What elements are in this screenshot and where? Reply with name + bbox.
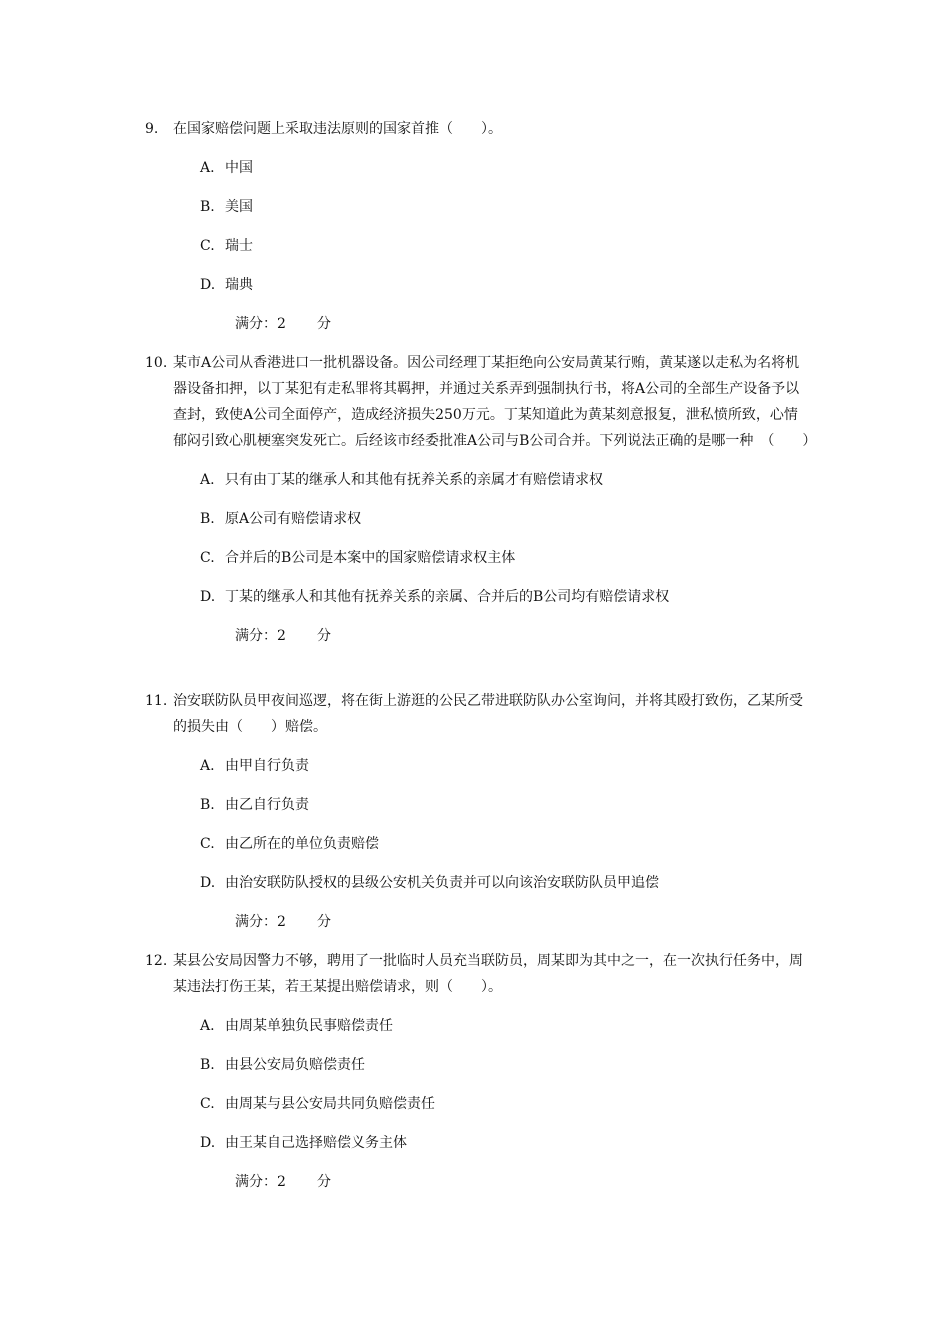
option-text: 原A公司有赔偿请求权 <box>225 511 362 527</box>
score-label: 满分： <box>235 628 277 644</box>
option-letter: D. <box>200 875 216 891</box>
question-text: 某市A公司从香港进口一批机器设备。因公司经理丁某拒绝向公安局黄某行贿，黄某遂以走私为名将机器设备扣押，以丁某犯有走私罪将其羁押，并通过关系弄到强制执行书，将A公司的全部生产设备予以查封，致使A公司全面停产，造成经济损失250万元。丁某知道此为黄某刻意报复，泄私愤所致，心情郁闷引致心肌梗塞突发死亡。后经该市经委批准A公司与B公司合并。下列说法正确的是哪一种 （ ） <box>173 355 817 449</box>
options-list <box>145 155 810 311</box>
question-stem <box>145 116 810 142</box>
score-value: 2 <box>277 1174 286 1190</box>
score-line <box>235 1169 810 1195</box>
option-letter: A. <box>200 1018 215 1034</box>
option-b[interactable] <box>200 506 810 545</box>
option-letter: C. <box>200 1096 215 1112</box>
score-unit: 分 <box>317 1174 331 1190</box>
question-stem <box>145 350 817 454</box>
option-text: 由周某单独负民事赔偿责任 <box>225 1018 393 1034</box>
option-text: 由甲自行负责 <box>225 758 309 774</box>
option-text: 由乙自行负责 <box>225 797 309 813</box>
option-c[interactable] <box>200 831 810 870</box>
option-text: 只有由丁某的继承人和其他有抚养关系的亲属才有赔偿请求权 <box>225 472 603 488</box>
option-d[interactable] <box>200 1130 810 1169</box>
question-number: 10. <box>145 355 168 371</box>
score-value: 2 <box>277 914 286 930</box>
option-d[interactable] <box>200 584 810 623</box>
option-b[interactable] <box>200 1052 810 1091</box>
option-letter: B. <box>200 199 215 215</box>
score-line <box>235 311 810 337</box>
option-letter: D. <box>200 589 216 605</box>
option-d[interactable] <box>200 870 810 909</box>
option-text: 瑞士 <box>225 238 253 254</box>
option-a[interactable] <box>200 753 810 792</box>
question-9 <box>145 116 810 337</box>
option-letter: B. <box>200 1057 215 1073</box>
option-a[interactable] <box>200 155 810 194</box>
options-list <box>145 753 810 909</box>
question-stem <box>145 948 810 1000</box>
question-text: 某县公安局因警力不够，聘用了一批临时人员充当联防员，周某即为其中之一，在一次执行任务中，周某违法打伤王某，若王某提出赔偿请求，则（ ）。 <box>173 953 803 995</box>
option-b[interactable] <box>200 792 810 831</box>
option-text: 美国 <box>225 199 253 215</box>
option-text: 由周某与县公安局共同负赔偿责任 <box>225 1096 435 1112</box>
option-text: 丁某的继承人和其他有抚养关系的亲属、合并后的B公司均有赔偿请求权 <box>225 589 670 605</box>
score-unit: 分 <box>317 316 331 332</box>
option-letter: C. <box>200 238 215 254</box>
score-label: 满分： <box>235 914 277 930</box>
score-unit: 分 <box>317 914 331 930</box>
option-letter: C. <box>200 836 215 852</box>
score-label: 满分： <box>235 1174 277 1190</box>
score-line <box>235 909 810 935</box>
option-letter: D. <box>200 1135 216 1151</box>
option-text: 由乙所在的单位负责赔偿 <box>225 836 379 852</box>
option-c[interactable] <box>200 545 810 584</box>
option-b[interactable] <box>200 194 810 233</box>
option-text: 中国 <box>225 160 253 176</box>
option-letter: A. <box>200 472 215 488</box>
question-11 <box>145 688 810 935</box>
score-line <box>235 623 810 649</box>
option-c[interactable] <box>200 233 810 272</box>
question-text: 在国家赔偿问题上采取违法原则的国家首推（ ）。 <box>173 121 502 137</box>
option-text: 瑞典 <box>225 277 253 293</box>
options-list <box>145 467 810 623</box>
option-text: 由县公安局负赔偿责任 <box>225 1057 365 1073</box>
option-c[interactable] <box>200 1091 810 1130</box>
question-stem <box>145 688 810 740</box>
question-number: 12. <box>145 953 168 969</box>
option-text: 由王某自己选择赔偿义务主体 <box>225 1135 407 1151</box>
score-value: 2 <box>277 316 286 332</box>
score-unit: 分 <box>317 628 331 644</box>
option-letter: B. <box>200 511 215 527</box>
option-letter: D. <box>200 277 216 293</box>
options-list <box>145 1013 810 1169</box>
score-label: 满分： <box>235 316 277 332</box>
option-letter: C. <box>200 550 215 566</box>
option-d[interactable] <box>200 272 810 311</box>
option-text: 合并后的B公司是本案中的国家赔偿请求权主体 <box>225 550 516 566</box>
question-text: 治安联防队员甲夜间巡逻，将在街上游逛的公民乙带进联防队办公室询问，并将其殴打致伤，乙某所受的损失由（ ）赔偿。 <box>173 693 803 735</box>
option-a[interactable] <box>200 467 810 506</box>
option-letter: B. <box>200 797 215 813</box>
question-number: 9. <box>145 121 159 137</box>
option-letter: A. <box>200 758 215 774</box>
option-letter: A. <box>200 160 215 176</box>
option-text: 由治安联防队授权的县级公安机关负责并可以向该治安联防队员甲追偿 <box>225 875 659 891</box>
option-a[interactable] <box>200 1013 810 1052</box>
score-value: 2 <box>277 628 286 644</box>
question-10 <box>145 350 817 649</box>
question-12 <box>145 948 810 1195</box>
question-number: 11. <box>145 693 168 709</box>
